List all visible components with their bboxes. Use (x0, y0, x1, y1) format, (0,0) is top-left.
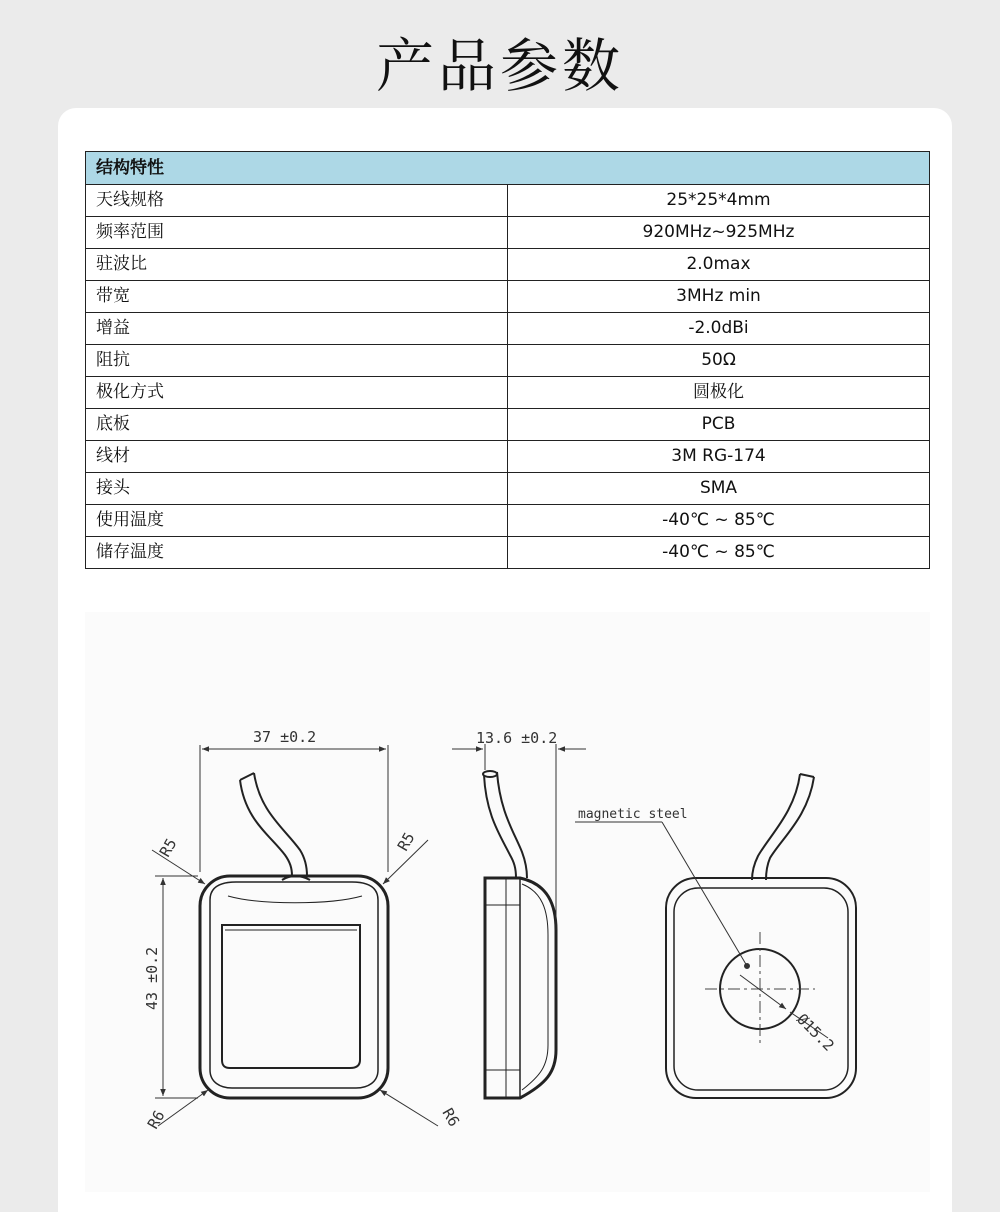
spec-label: 极化方式 (86, 377, 508, 409)
spec-label: 阻抗 (86, 345, 508, 377)
side-view (483, 771, 556, 1098)
front-width-dimension (200, 745, 388, 872)
spec-value: 3MHz min (508, 281, 930, 313)
spec-value: SMA (508, 473, 930, 505)
spec-value: 50Ω (508, 345, 930, 377)
spec-label: 驻波比 (86, 249, 508, 281)
front-height-label: 43 ±0.2 (143, 946, 161, 1010)
radius-top-right-label: R5 (393, 829, 419, 854)
front-height-dimension (155, 876, 198, 1098)
spec-label: 线材 (86, 441, 508, 473)
side-thickness-dimension (452, 744, 586, 930)
side-thickness-label: 13.6 ±0.2 (476, 729, 558, 747)
section-header-label: 结构特性 (86, 152, 930, 185)
radius-top-left-label: R5 (155, 835, 181, 860)
spec-value: PCB (508, 409, 930, 441)
magnet-diameter-label: Ø15.2 (793, 1010, 838, 1055)
spec-value: 圆极化 (508, 377, 930, 409)
spec-value: 920MHz~925MHz (508, 217, 930, 249)
spec-label: 使用温度 (86, 505, 508, 537)
spec-label: 储存温度 (86, 537, 508, 569)
magnet-label: magnetic steel (578, 807, 688, 822)
radius-bottom-right-label: R6 (438, 1105, 464, 1130)
corner-radius-leaders (152, 840, 438, 1126)
magnet-leaders (575, 822, 828, 1038)
page-title: 产品参数 (375, 32, 624, 100)
spec-label: 增益 (86, 313, 508, 345)
spec-value: -40℃ ~ 85℃ (508, 505, 930, 537)
front-width-label: 37 ±0.2 (253, 728, 317, 746)
spec-value: 2.0max (508, 249, 930, 281)
spec-value: 3M RG-174 (508, 441, 930, 473)
spec-label: 天线规格 (86, 185, 508, 217)
radius-bottom-left-label: R6 (143, 1107, 169, 1132)
spec-label: 底板 (86, 409, 508, 441)
spec-label: 频率范围 (86, 217, 508, 249)
spec-value: -40℃ ~ 85℃ (508, 537, 930, 569)
spec-label: 带宽 (86, 281, 508, 313)
spec-label: 接头 (86, 473, 508, 505)
spec-value: -2.0dBi (508, 313, 930, 345)
spec-value: 25*25*4mm (508, 185, 930, 217)
front-view (200, 773, 388, 1098)
